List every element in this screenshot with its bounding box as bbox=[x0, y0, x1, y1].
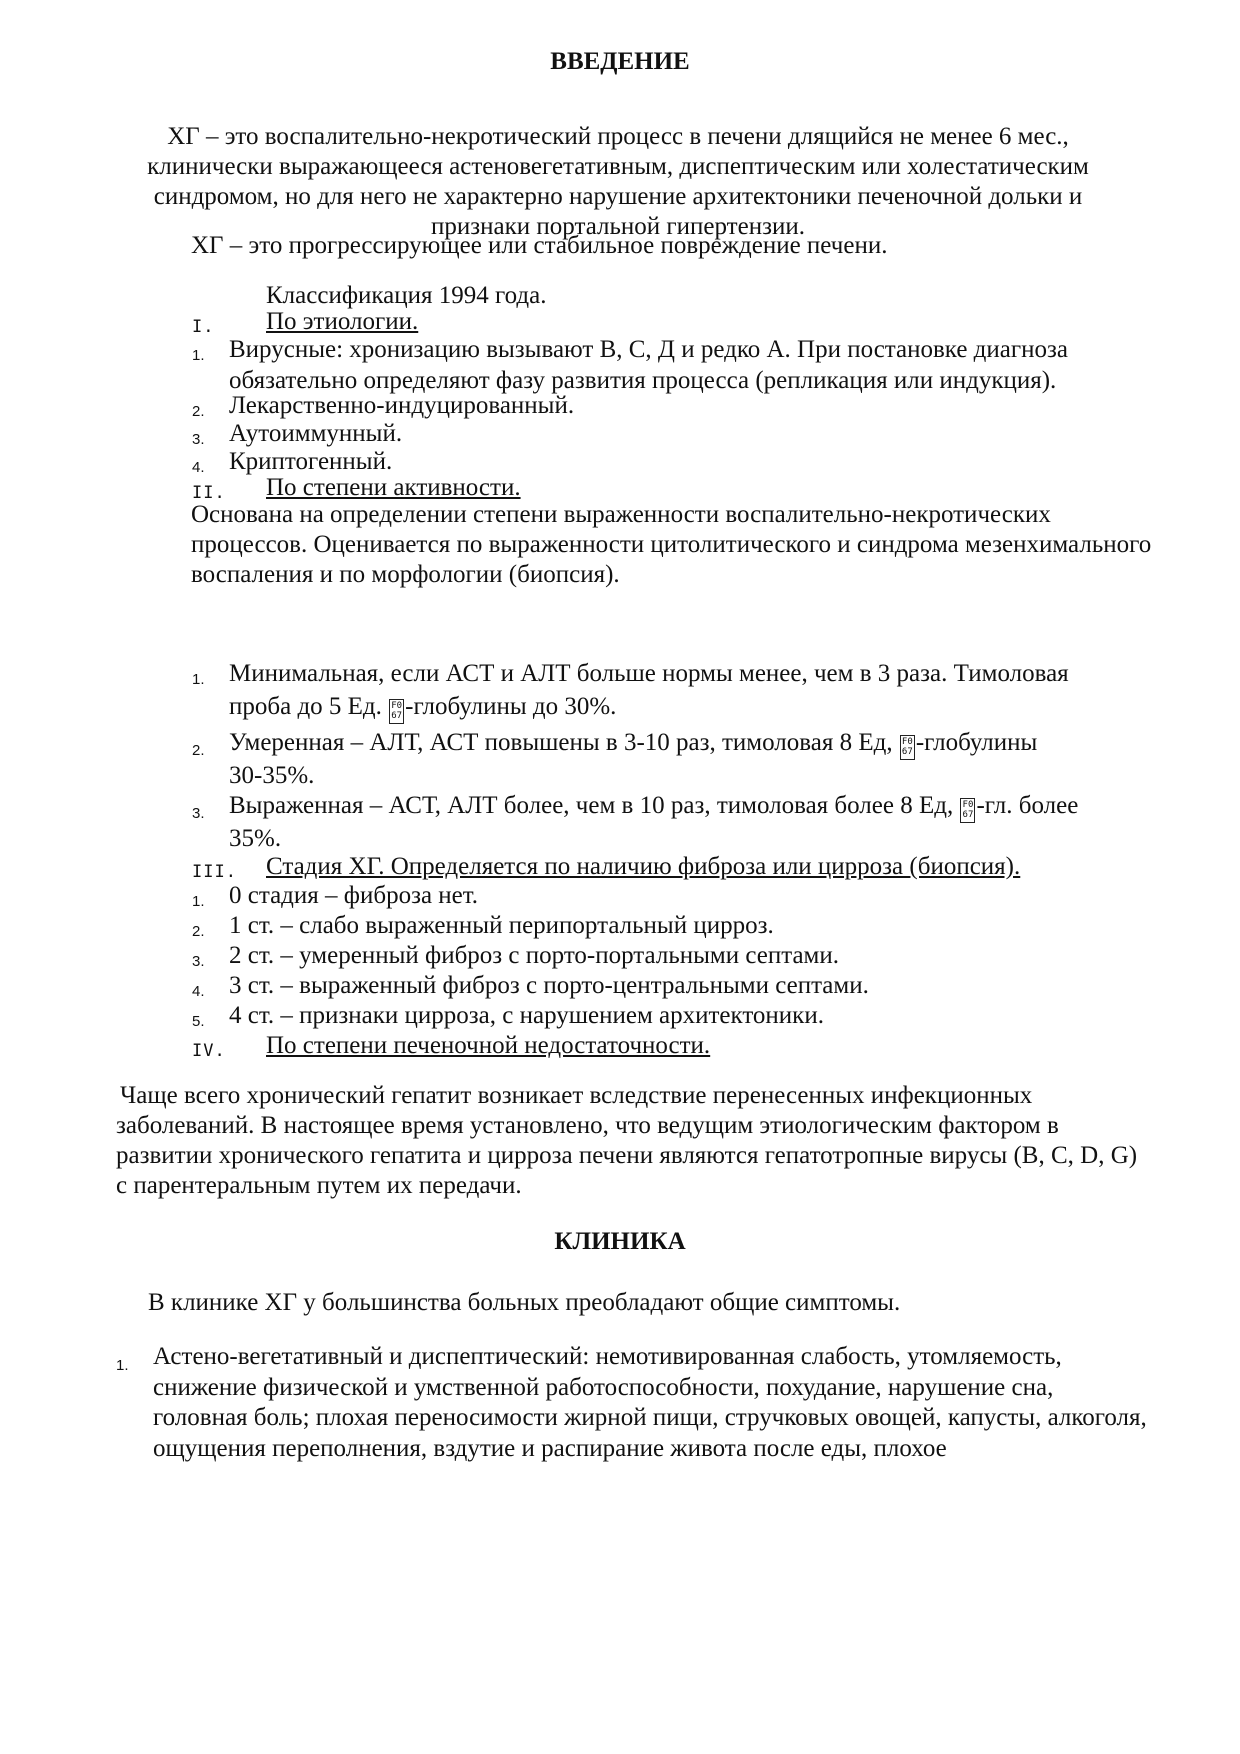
list-item: 0 стадия – фиброза нет. bbox=[229, 882, 479, 909]
text-segment: -глобулины bbox=[915, 729, 1038, 756]
glyph-code-top: F0 bbox=[901, 737, 913, 747]
list-item-line bbox=[229, 790, 1179, 823]
list-item-number: 4. bbox=[192, 459, 205, 476]
section-heading-clinic: КЛИНИКА bbox=[554, 1228, 686, 1255]
list-item: 4 ст. – признаки цирроза, с нарушением архитектоники. bbox=[229, 1002, 824, 1029]
list-item: Лекарственно-индуцированный. bbox=[229, 392, 575, 419]
list-item: Аутоиммунный. bbox=[229, 420, 403, 447]
list-item-number: 1. bbox=[116, 1357, 129, 1374]
text-segment: проба до 5 Ед. bbox=[229, 693, 389, 720]
text-segment: -глобулины до 30%. bbox=[405, 693, 617, 720]
missing-glyph-icon bbox=[900, 735, 915, 760]
section-1-marker: I. bbox=[192, 317, 215, 337]
list-item: 2 ст. – умеренный фиброз с порто-портальными септами. bbox=[229, 942, 839, 969]
list-item bbox=[229, 727, 1179, 791]
glyph-code-bottom: 67 bbox=[901, 747, 913, 757]
text-segment: Выраженная – АСТ, АЛТ более, чем в 10 раз, тимоловая более 8 Ед, bbox=[229, 792, 960, 819]
glyph-code-bottom: 67 bbox=[962, 810, 974, 820]
glyph-code-bottom: 67 bbox=[391, 711, 403, 721]
list-item-number: 3. bbox=[192, 805, 205, 822]
list-item-number: 3. bbox=[192, 431, 205, 448]
section-2-description: Основана на определении степени выраженности воспалительно-некротических процессов. Оценивается по выраженности цитолитического и синдрома мезенхимального воспаления и по морфологии (биопсия). bbox=[191, 501, 1152, 588]
section-2-title: По степени активности. bbox=[266, 474, 521, 501]
section-2-marker: II. bbox=[192, 483, 226, 503]
list-item-line: 35%. bbox=[229, 825, 282, 852]
list-item bbox=[229, 790, 1179, 854]
list-item-number: 2. bbox=[192, 923, 205, 940]
list-item-number: 1. bbox=[192, 893, 205, 910]
section-4-title: По степени печеночной недостаточности. bbox=[266, 1032, 711, 1059]
text-segment: Умеренная – АЛТ, АСТ повышены в 3-10 раз, тимоловая 8 Ед, bbox=[229, 729, 899, 756]
list-item-number: 4. bbox=[192, 983, 205, 1000]
intro-definition-2: ХГ – это прогрессирующее или стабильное повреждение печени. bbox=[191, 232, 888, 259]
missing-glyph-icon bbox=[389, 699, 404, 724]
list-item-number: 1. bbox=[192, 347, 205, 364]
clinic-intro: В клинике ХГ у большинства больных преобладают общие симптомы. bbox=[148, 1289, 901, 1316]
section-4-marker: IV. bbox=[192, 1041, 226, 1061]
list-item: Вирусные: хронизацию вызывают В, С, Д и редко А. При постановке диагноза обязательно определяют фазу развития процесса (репликация или индукция). bbox=[229, 336, 1068, 394]
missing-glyph-icon bbox=[960, 798, 975, 823]
list-item-line bbox=[229, 727, 1179, 760]
list-item: 3 ст. – выраженный фиброз с порто-центральными септами. bbox=[229, 972, 869, 999]
section-3-marker: III. bbox=[192, 862, 237, 882]
list-item-number: 3. bbox=[192, 953, 205, 970]
list-item-line: Минимальная, если АСТ и АЛТ больше нормы менее, чем в 3 раза. Тимоловая bbox=[229, 660, 1069, 687]
list-item bbox=[229, 658, 1179, 724]
glyph-code-top: F0 bbox=[391, 701, 403, 711]
section-3-title: Стадия ХГ. Определяется по наличию фиброза или цирроза (биопсия). bbox=[266, 853, 1021, 880]
list-item-line bbox=[229, 691, 1179, 724]
list-item-number: 2. bbox=[192, 403, 205, 420]
clinic-list-item: Астено-вегетативный и диспептический: немотивированная слабость, утомляемость, снижение физической и умственной работоспособности, похудание, нарушение сна, головная боль; плохая переносимости жирной пищи, стручковых овощей, капусты, алкоголя, ощущения переполнения, вздутие и распирание живота после еды, плохое bbox=[153, 1343, 1147, 1462]
list-item-line: 30-35%. bbox=[229, 762, 315, 789]
list-item: 1 ст. – слабо выраженный перипортальный цирроз. bbox=[229, 912, 774, 939]
section-1-title: По этиологии. bbox=[266, 308, 419, 335]
list-item-number: 2. bbox=[192, 742, 205, 759]
intro-definition-1: ХГ – это воспалительно-некротический процесс в печени длящийся не менее 6 мес., клинически выражающееся астеновегетативным, диспептическим или холестатическим синдромом, но для него не характерно нарушение архитектоники печеночной дольки и признаки портальной гипертензии. bbox=[147, 123, 1089, 240]
glyph-code-top: F0 bbox=[962, 800, 974, 810]
list-item-number: 1. bbox=[192, 671, 205, 688]
page-title: ВВЕДЕНИЕ bbox=[550, 48, 690, 75]
text-segment: -гл. более bbox=[976, 792, 1079, 819]
etiology-paragraph: Чаще всего хронический гепатит возникает вследствие перенесенных инфекционных заболеваний. В настоящее время установлено, что ведущим этиологическим фактором в развитии хронического гепатита и цирроза печени являются гепатотропные вирусы (В, С, D, G) с парентеральным путем их передачи. bbox=[116, 1082, 1138, 1199]
list-item-number: 5. bbox=[192, 1013, 205, 1030]
classification-title: Классификация 1994 года. bbox=[266, 282, 547, 309]
list-item: Криптогенный. bbox=[229, 448, 393, 475]
